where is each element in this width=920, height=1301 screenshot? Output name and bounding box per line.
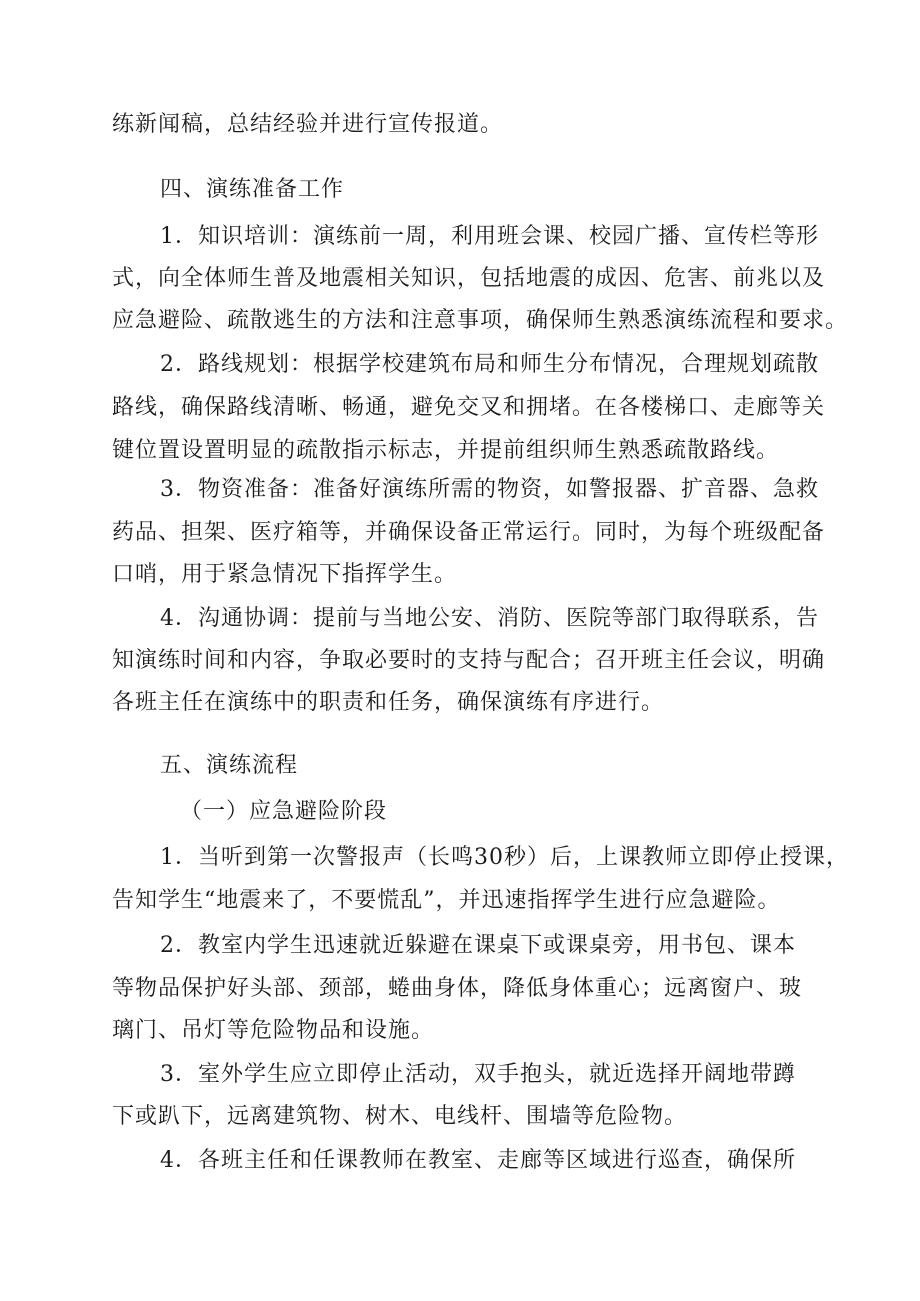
paragraph-line: 各班主任在演练中的职责和任务，确保演练有序进行。 (112, 690, 665, 715)
paragraph-line: 2．教室内学生迅速就近躲避在课桌下或课桌旁，用书包、课本 (160, 933, 796, 958)
paragraph-line: 路线，确保路线清晰、畅通，避免交叉和拥堵。在各楼梯口、走廊等关 (112, 395, 826, 420)
paragraph-line: 练新闻稿，总结经验并进行宣传报道。 (112, 112, 504, 137)
paragraph-line: 下或趴下，远离建筑物、树木、电线杆、围墙等危险物。 (112, 1104, 688, 1129)
paragraph-line: 1．知识培训：演练前一周，利用班会课、校园广播、宣传栏等形 (160, 224, 819, 249)
paragraph-line: 口哨，用于紧急情况下指挥学生。 (112, 562, 458, 587)
paragraph-line: 1．当听到第一次警报声（长鸣30秒）后，上课教师立即停止授课， (160, 845, 849, 870)
paragraph-line: 药品、担架、医疗箱等，并确保设备正常运行。同时，为每个班级配备 (112, 520, 826, 545)
section-heading: 五、演练流程 (160, 753, 299, 778)
paragraph-line: 4．沟通协调：提前与当地公安、消防、医院等部门取得联系，告 (160, 606, 819, 631)
paragraph-line: 告知学生“地震来了，不要慌乱”，并迅速指挥学生进行应急避险。 (112, 888, 781, 913)
paragraph-line: 式，向全体师生普及地震相关知识，包括地震的成因、危害、前兆以及 (112, 266, 826, 291)
paragraph-line: 应急避险、疏散逃生的方法和注意事项，确保师生熟悉演练流程和要求。 (112, 308, 849, 333)
paragraph-line: 璃门、吊灯等危险物品和设施。 (112, 1018, 435, 1043)
paragraph-line: 知演练时间和内容，争取必要时的支持与配合；召开班主任会议，明确 (112, 648, 826, 673)
paragraph-line: 4．各班主任和任课教师在教室、走廊等区域进行巡查，确保所 (160, 1148, 796, 1173)
subsection-heading: （一）应急避险阶段 (180, 799, 388, 824)
paragraph-line: 等物品保护好头部、颈部，蜷曲身体，降低身体重心；远离窗户、玻 (112, 976, 803, 1001)
paragraph-line: 3．物资准备：准备好演练所需的物资，如警报器、扩音器、急救 (160, 477, 819, 502)
section-heading: 四、演练准备工作 (160, 177, 345, 202)
paragraph-line: 2．路线规划：根据学校建筑布局和师生分布情况，合理规划疏散 (160, 352, 819, 377)
paragraph-line: 键位置设置明显的疏散指示标志，并提前组织师生熟悉疏散路线。 (112, 438, 780, 463)
paragraph-line: 3．室外学生应立即停止活动，双手抱头，就近选择开阔地带蹲 (160, 1062, 796, 1087)
